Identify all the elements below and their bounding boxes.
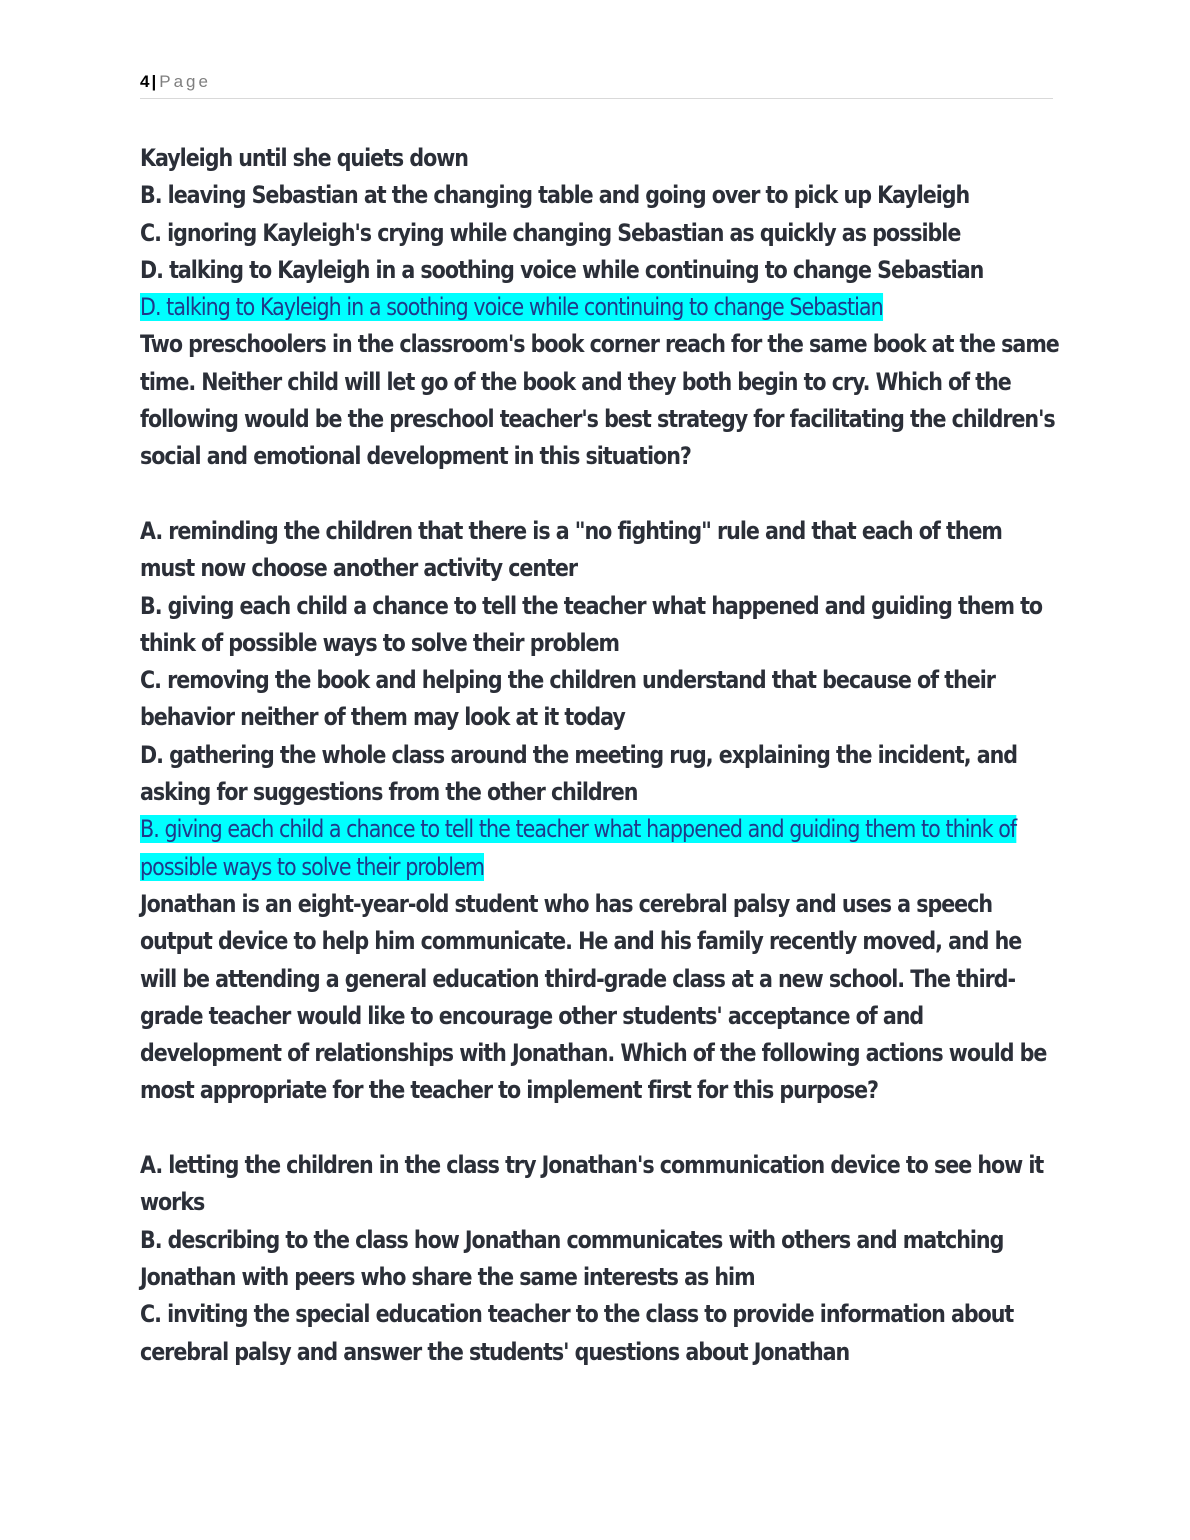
q2-option-d: D. gathering the whole class around the meeting rug, explaining the incident, and asking for suggestions from the other children bbox=[140, 740, 1017, 807]
q2-answer-highlight: B. giving each child a chance to tell the teacher what happened and guiding them to think of possible ways to solve their problem bbox=[140, 815, 1017, 881]
page-label: Page bbox=[159, 72, 211, 91]
page-content bbox=[140, 140, 1059, 1371]
spacer bbox=[140, 1110, 931, 1147]
q2-option-c: C. removing the book and helping the children understand that because of their behavior neither of them may look at it today bbox=[140, 666, 995, 732]
q2-option-b: B. giving each child a chance to tell the teacher what happened and guiding them to think of possible ways to solve their problem bbox=[140, 591, 1043, 657]
q3-option-c: C. inviting the special education teacher to the class to provide information about cerebral palsy and answer the students' questions about Jonathan bbox=[140, 1300, 1014, 1366]
q2-answer-line bbox=[140, 811, 1060, 886]
q1-answer-line bbox=[140, 289, 1060, 326]
q3-option-b: B. describing to the class how Jonathan communicates with others and matching Jonathan with peers who share the same interests as him bbox=[140, 1225, 1004, 1291]
q2-question: Two preschoolers in the classroom's book corner reach for the same book at the same time. Neither child will let go of the book and they both begin to cry. Which of the following would be the preschool teacher's best strategy for facilitating the children's social and emotional development in this situation? bbox=[140, 330, 1059, 471]
q1-continuation: Kayleigh until she quiets down bbox=[140, 144, 468, 172]
q3-option-a: A. letting the children in the class try Jonathan's communication device to see how it works bbox=[140, 1151, 1044, 1217]
q1-option-d: D. talking to Kayleigh in a soothing voice while continuing to change Sebastian bbox=[140, 255, 984, 284]
q1-answer-highlight: D. talking to Kayleigh in a soothing voice while continuing to change Sebastian bbox=[140, 293, 883, 322]
page-number: 4 bbox=[140, 72, 150, 91]
q1-option-b: B. leaving Sebastian at the changing table and going over to pick up Kayleigh bbox=[140, 181, 970, 210]
page-header bbox=[140, 72, 1053, 99]
q3-question: Jonathan is an eight-year-old student who has cerebral palsy and uses a speech output device to help him communicate. He and his family recently moved, and he will be attending a general education third-grade class at a new school. The third-grade teacher would like to encourage other students' acceptance of and development of relationships with Jonathan. Which of the following actions would be most appropriate for the teacher to implement first for this purpose? bbox=[140, 889, 1047, 1105]
header-separator: | bbox=[151, 72, 157, 91]
q1-option-c: C. ignoring Kayleigh's crying while changing Sebastian as quickly as possible bbox=[140, 218, 961, 247]
q2-option-a: A. reminding the children that there is a "no fighting" rule and that each of them must now choose another activity center bbox=[140, 516, 1002, 583]
spacer bbox=[140, 476, 931, 513]
